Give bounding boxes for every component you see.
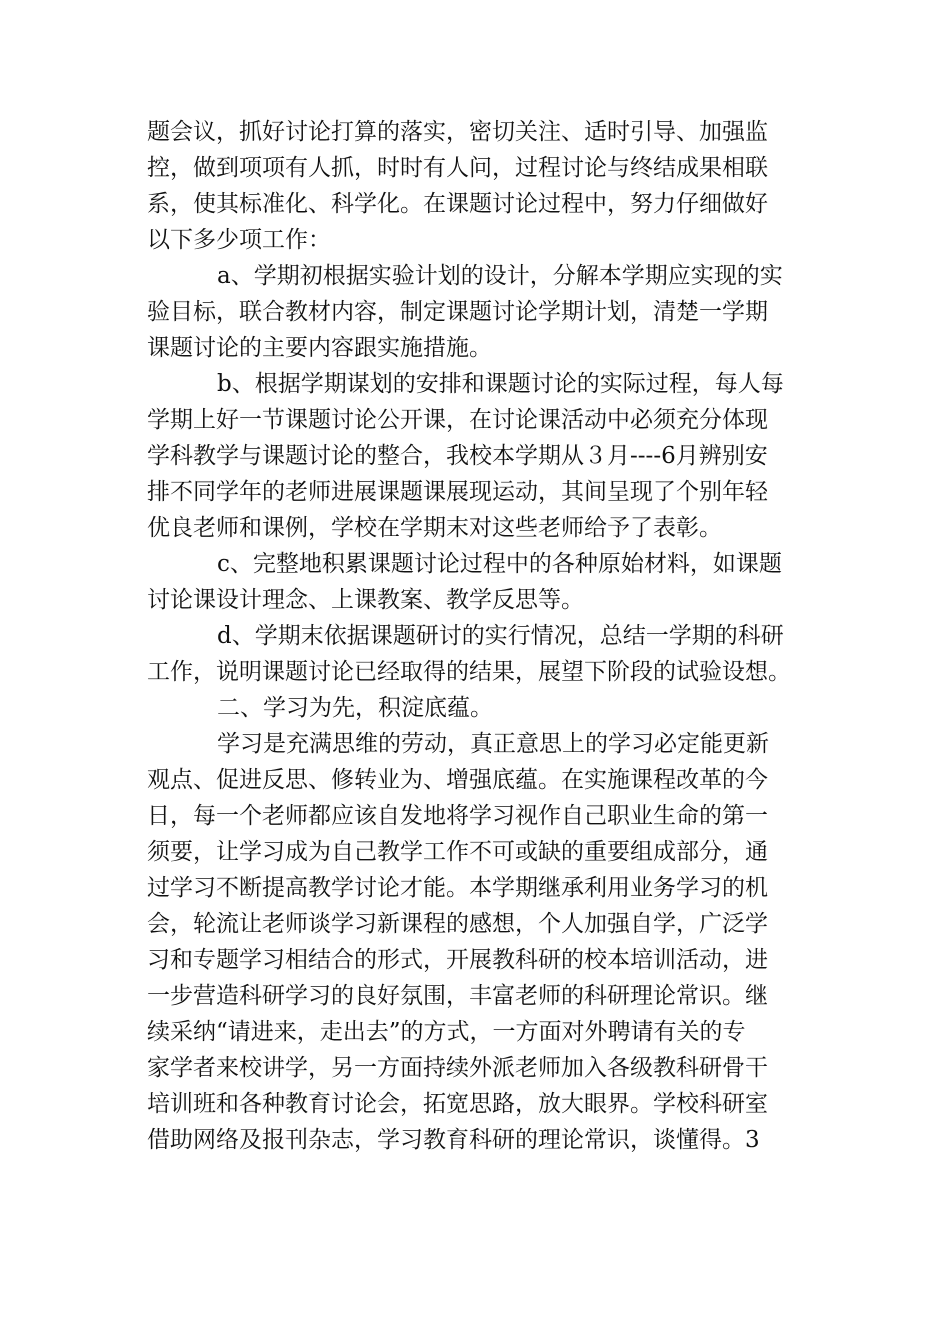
body-text [147,114,807,1158]
section-heading: 二、学习为先，积淀底蕴。 [217,695,493,721]
text-line: 排不同学年的老师进展课题课展现运动，其间呈现了个别年轻 [147,479,768,505]
text-line: 讨论课设计理念、上课教案、教学反思等。 [147,587,584,613]
text-line: 工作，说明课题讨论已经取得的结果，展望下阶段的试验设想。 [147,659,791,685]
text-line: 一步营造科研学习的良好氛围，丰富老师的科研理论常识。继 [147,983,768,1009]
text-line: 观点、促进反思、修转业为、增强底蕴。在实施课程改革的今 [147,767,768,793]
text-line: 培训班和各种教育讨论会，拓宽思路，放大眼界。学校科研室 [147,1091,768,1117]
text-line: 控，做到项项有人抓，时时有人问，过程讨论与终结成果相联 [147,155,768,181]
text-line: 过学习不断提高教学讨论才能。本学期继承利用业务学习的机 [147,875,768,901]
text-line: 以下多少项工作： [147,227,331,253]
text-line: 日，每一个老师都应该自发地将学习视作自己职业生命的第一 [147,803,768,829]
text-line: 学习是充满思维的劳动，真正意思上的学习必定能更新 [217,731,769,757]
text-line: 优良老师和课例，学校在学期末对这些老师给予了表彰。 [147,515,722,541]
text-line: 习和专题学习相结合的形式，开展教科研的校本培训活动，进 [147,947,768,973]
text-line: c、完整地积累课题讨论过程中的各种原始材料，如课题 [217,551,782,577]
text-line: 验目标，联合教材内容，制定课题讨论学期计划，清楚一学期 [147,299,768,325]
text-line: 课题讨论的主要内容跟实施措施。 [147,335,492,361]
text-line: 学科教学与课题讨论的整合，我校本学期从３月----6月辨别安 [147,443,768,469]
text-line: b、根据学期谋划的安排和课题讨论的实际过程，每人每 [217,371,784,397]
text-line: a、学期初根据实验计划的设计，分解本学期应实现的实 [217,263,783,289]
text-line: 续采纳“请进来，走出去”的方式，一方面对外聘请有关的专 [147,1019,746,1045]
text-line: 家学者来校讲学，另一方面持续外派老师加入各级教科研骨干 [147,1055,768,1081]
text-line: 题会议，抓好讨论打算的落实，密切关注、适时引导、加强监 [147,119,768,145]
text-line: d、学期末依据课题研讨的实行情况，总结一学期的科研 [217,623,784,649]
text-line: 系，使其标准化、科学化。在课题讨论过程中，努力仔细做好 [147,191,768,217]
text-line: 借助网络及报刊杂志，学习教育科研的理论常识，谈懂得。3 [147,1127,760,1153]
text-line: 会，轮流让老师谈学习新课程的感想，个人加强自学，广泛学 [147,911,768,937]
text-line: 须要，让学习成为自己教学工作不可或缺的重要组成部分，通 [147,839,768,865]
text-line: 学期上好一节课题讨论公开课，在讨论课活动中必须充分体现 [147,407,768,433]
